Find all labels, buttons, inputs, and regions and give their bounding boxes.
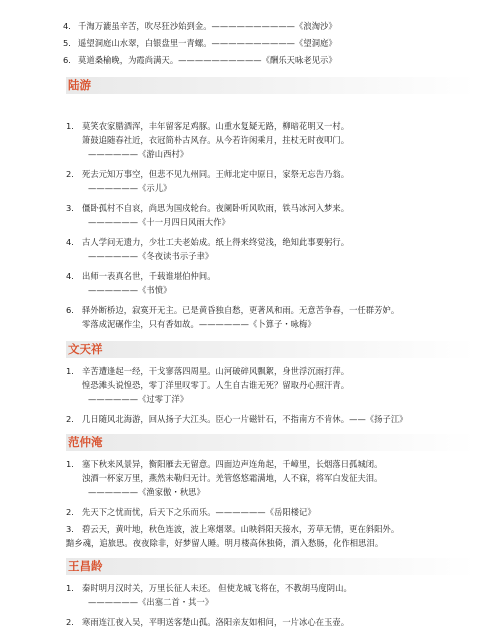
poem-line: 驿外断桥边，寂寞开无主。已是黄昏独自愁，更著风和雨。无意苦争春，一任群芳妒。	[82, 305, 400, 315]
poem-line: 辛苦遭逢起一经，干戈寥落四周星。山河破碎风飘絮，身世浮沉雨打萍。	[82, 366, 350, 376]
poem-line: 先天下之忧而忧，后天下之乐而乐。——————《岳阳楼记》	[82, 507, 316, 517]
item-number: 1.	[66, 121, 74, 131]
item-number: 1.	[66, 366, 74, 376]
poem-line: 秦时明月汉时关，万里长征人未还。 但使龙城飞将在，不教胡马度阴山。	[82, 583, 352, 593]
poem-line: 僵卧孤村不自哀，尚思为国戍轮台。夜阑卧听风吹雨，铁马冰河入梦来。	[82, 203, 350, 213]
poem-source: ——————《渔家傲・秋思》	[88, 487, 205, 497]
poem-line: 遥望洞庭山水翠，白银盘里一青螺。——————————《望洞庭》	[78, 38, 337, 48]
list-number: 6.	[63, 55, 71, 65]
poem-line: 莫道桑榆晚，为霞尚满天。——————————《酬乐天咏老见示》	[78, 55, 337, 65]
list-number: 5.	[63, 38, 71, 48]
list-number: 4.	[63, 21, 71, 31]
item-number: 6.	[66, 305, 74, 315]
poem-source: ——————《冬夜读书示子聿》	[88, 251, 214, 261]
poet-header	[66, 341, 476, 358]
poem-line: 黯乡魂，追旅思。夜夜除非，好梦留人睡。明月楼高休独倚，酒入愁肠，化作相思泪。	[66, 538, 384, 548]
item-number: 3.	[66, 524, 74, 534]
poem-source: ——————《示儿》	[88, 183, 172, 193]
item-number: 1.	[66, 459, 74, 469]
item-number: 4.	[66, 237, 74, 247]
poet-name: 文天祥	[68, 342, 103, 356]
poem-line: 寒雨连江夜入吴，平明送客楚山孤。洛阳亲友如相问，一片冰心在玉壶。	[82, 617, 350, 627]
poet-header	[66, 558, 476, 575]
item-number: 4.	[66, 271, 74, 281]
poem-source: ——————《过零丁洋》	[88, 394, 189, 404]
poem-line: 零落成泥碾作尘，只有香如故。——————《卜算子・咏梅》	[82, 319, 316, 329]
poem-source: ——————《出塞二首・其一》	[88, 597, 214, 607]
poet-header	[66, 77, 476, 94]
item-number: 2.	[66, 617, 74, 627]
item-number: 1.	[66, 583, 74, 593]
poem-line: 莫笑农家腊酒浑，丰年留客足鸡豚。山重水复疑无路，柳暗花明又一村。	[82, 121, 350, 131]
poem-line: 死去元知万事空，但悲不见九州同。王师北定中原日，家祭无忘告乃翁。	[82, 169, 350, 179]
item-number: 2.	[66, 507, 74, 517]
poem-line: 千淘万漉虽辛苦，吹尽狂沙始到金。——————————《浪淘沙》	[78, 21, 337, 31]
poet-name: 陆游	[68, 78, 91, 92]
poem-line: 塞下秋来风景异，衡阳雁去无留意。四面边声连角起，千嶂里，长烟落日孤城闭。	[82, 459, 383, 469]
poem-line: 碧云天，黄叶地，秋色连波，波上寒烟翠。山映斜阳天接水，芳草无情，更在斜阳外。	[82, 524, 400, 534]
poem-line: 出师一表真名世，千载谁堪伯仲间。	[82, 271, 216, 281]
poem-source: ——————《游山西村》	[88, 149, 189, 159]
poem-line: 古人学问无遗力，少壮工夫老始成。纸上得来终觉浅，绝知此事要躬行。	[82, 237, 350, 247]
poem-source: ——————《书愤》	[88, 285, 172, 295]
poet-header	[66, 434, 476, 451]
poem-line: 箫鼓追随春社近，衣冠简朴古风存。从今若许闲乘月，拄杖无时夜叩门。	[82, 135, 350, 145]
item-number: 2.	[66, 414, 74, 424]
item-number: 2.	[66, 169, 74, 179]
poet-name: 王昌龄	[68, 559, 103, 573]
poem-line: 惶恐滩头说惶恐，零丁洋里叹零丁。人生自古谁无死？留取丹心照汗青。	[82, 380, 350, 390]
item-number: 3.	[66, 203, 74, 213]
poet-name: 范仲淹	[68, 435, 103, 449]
poem-source: ——————《十一月四日风雨大作》	[88, 217, 230, 227]
poem-line: 浊酒一杯家万里，燕然未勒归无计。羌管悠悠霜满地，人不寐，将军白发征夫泪。	[82, 473, 383, 483]
poem-line: 几日随风北海游，回从扬子大江头。臣心一片磁针石，不指南方不肯休。——《扬子江》	[82, 414, 408, 424]
